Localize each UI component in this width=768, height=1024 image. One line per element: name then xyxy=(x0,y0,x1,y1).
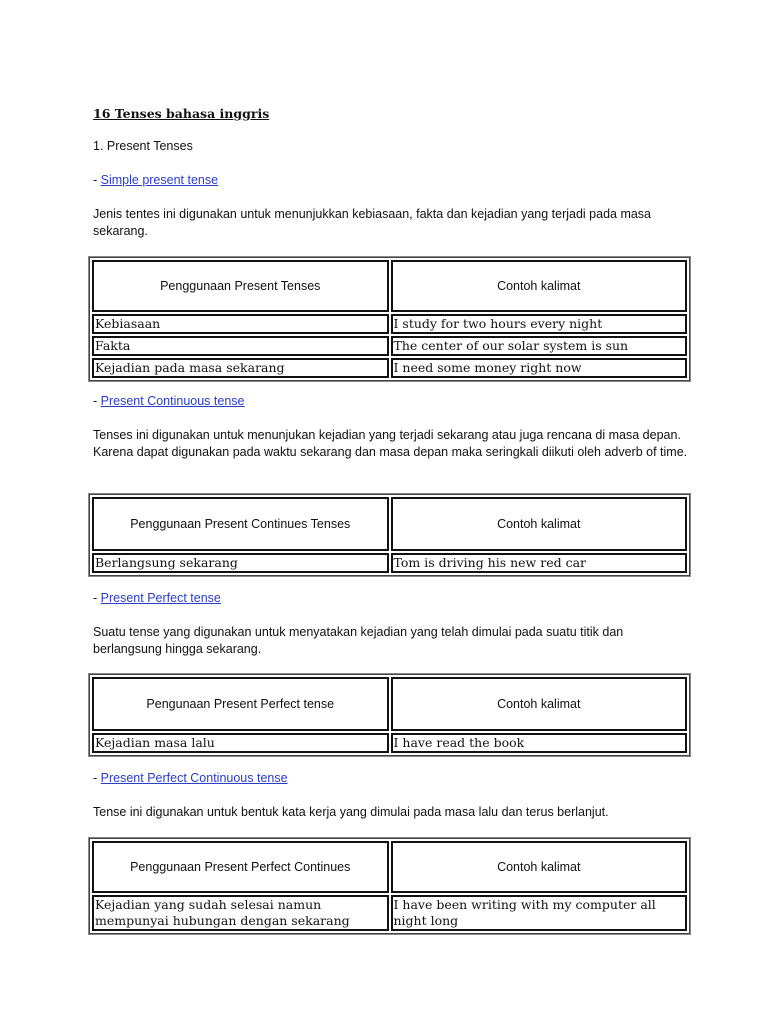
cell-example: The center of our solar system is sun xyxy=(391,336,688,356)
link-present-perfect-tense[interactable]: Present Perfect tense xyxy=(100,591,221,605)
table-present-perfect-continuous xyxy=(89,838,690,934)
section-present-perfect xyxy=(93,591,221,605)
header-usage: Penggunaan Present Perfect Continues xyxy=(92,841,389,893)
document-title: 16 Tenses bahasa inggris xyxy=(93,106,270,121)
table-present-continuous xyxy=(89,494,690,576)
table-header-row xyxy=(92,497,687,551)
cell-example: Tom is driving his new red car xyxy=(391,553,688,573)
cell-usage: Berlangsung sekarang xyxy=(92,553,389,573)
cell-example: I have read the book xyxy=(391,733,688,753)
cell-example: I need some money right now xyxy=(391,358,688,378)
table-row xyxy=(92,336,687,356)
header-example: Contoh kalimat xyxy=(391,841,688,893)
dash-prefix: - xyxy=(93,394,101,408)
link-present-perfect-continuous-tense[interactable]: Present Perfect Continuous tense xyxy=(100,771,288,785)
cell-usage: Fakta xyxy=(92,336,389,356)
link-present-continuous-tense[interactable]: Present Continuous tense xyxy=(100,394,245,408)
section-present-perfect-continuous xyxy=(93,771,288,785)
table-header-row xyxy=(92,841,687,893)
section-simple-present xyxy=(93,173,218,187)
table-row xyxy=(92,358,687,378)
table-row xyxy=(92,553,687,573)
description-present-perfect-continuous: Tense ini digunakan untuk bentuk kata kerja yang dimulai pada masa lalu dan terus berlanjut. xyxy=(93,805,609,819)
table-row xyxy=(92,314,687,334)
header-usage: Penggunaan Present Tenses xyxy=(92,260,389,312)
cell-example: I have been writing with my computer all night long xyxy=(391,895,688,931)
description-simple-present: Jenis tentes ini digunakan untuk menunjukkan kebiasaan, fakta dan kejadian yang terjadi pada masa sekarang. xyxy=(93,207,652,238)
header-example: Contoh kalimat xyxy=(391,677,688,731)
header-usage: Penggunaan Present Continues Tenses xyxy=(92,497,389,551)
table-simple-present xyxy=(89,257,690,381)
table-row xyxy=(92,733,687,753)
table-header-row xyxy=(92,677,687,731)
dash-prefix: - xyxy=(93,173,101,187)
heading-present-tenses: 1. Present Tenses xyxy=(93,139,193,153)
header-example: Contoh kalimat xyxy=(391,260,688,312)
cell-usage: Kejadian masa lalu xyxy=(92,733,389,753)
section-present-continuous xyxy=(93,394,244,408)
cell-example: I study for two hours every night xyxy=(391,314,688,334)
description-present-continuous: Tenses ini digunakan untuk menunjukan kejadian yang terjadi sekarang atau juga rencana di masa depan. Karena dapat digunakan pada waktu sekarang dan masa depan maka seringkali diikuti oleh adverb of time. xyxy=(93,428,688,459)
dash-prefix: - xyxy=(93,591,101,605)
dash-prefix: - xyxy=(93,771,101,785)
header-example: Contoh kalimat xyxy=(391,497,688,551)
link-simple-present-tense[interactable]: Simple present tense xyxy=(100,173,219,187)
table-header-row xyxy=(92,260,687,312)
header-usage: Pengunaan Present Perfect tense xyxy=(92,677,389,731)
cell-usage: Kebiasaan xyxy=(92,314,389,334)
cell-usage: Kejadian yang sudah selesai namun mempunyai hubungan dengan sekarang xyxy=(92,895,389,931)
table-present-perfect xyxy=(89,674,690,756)
cell-usage: Kejadian pada masa sekarang xyxy=(92,358,389,378)
table-row xyxy=(92,895,687,931)
description-present-perfect: Suatu tense yang digunakan untuk menyatakan kejadian yang telah dimulai pada suatu titik dan berlangsung hingga sekarang. xyxy=(93,625,624,656)
